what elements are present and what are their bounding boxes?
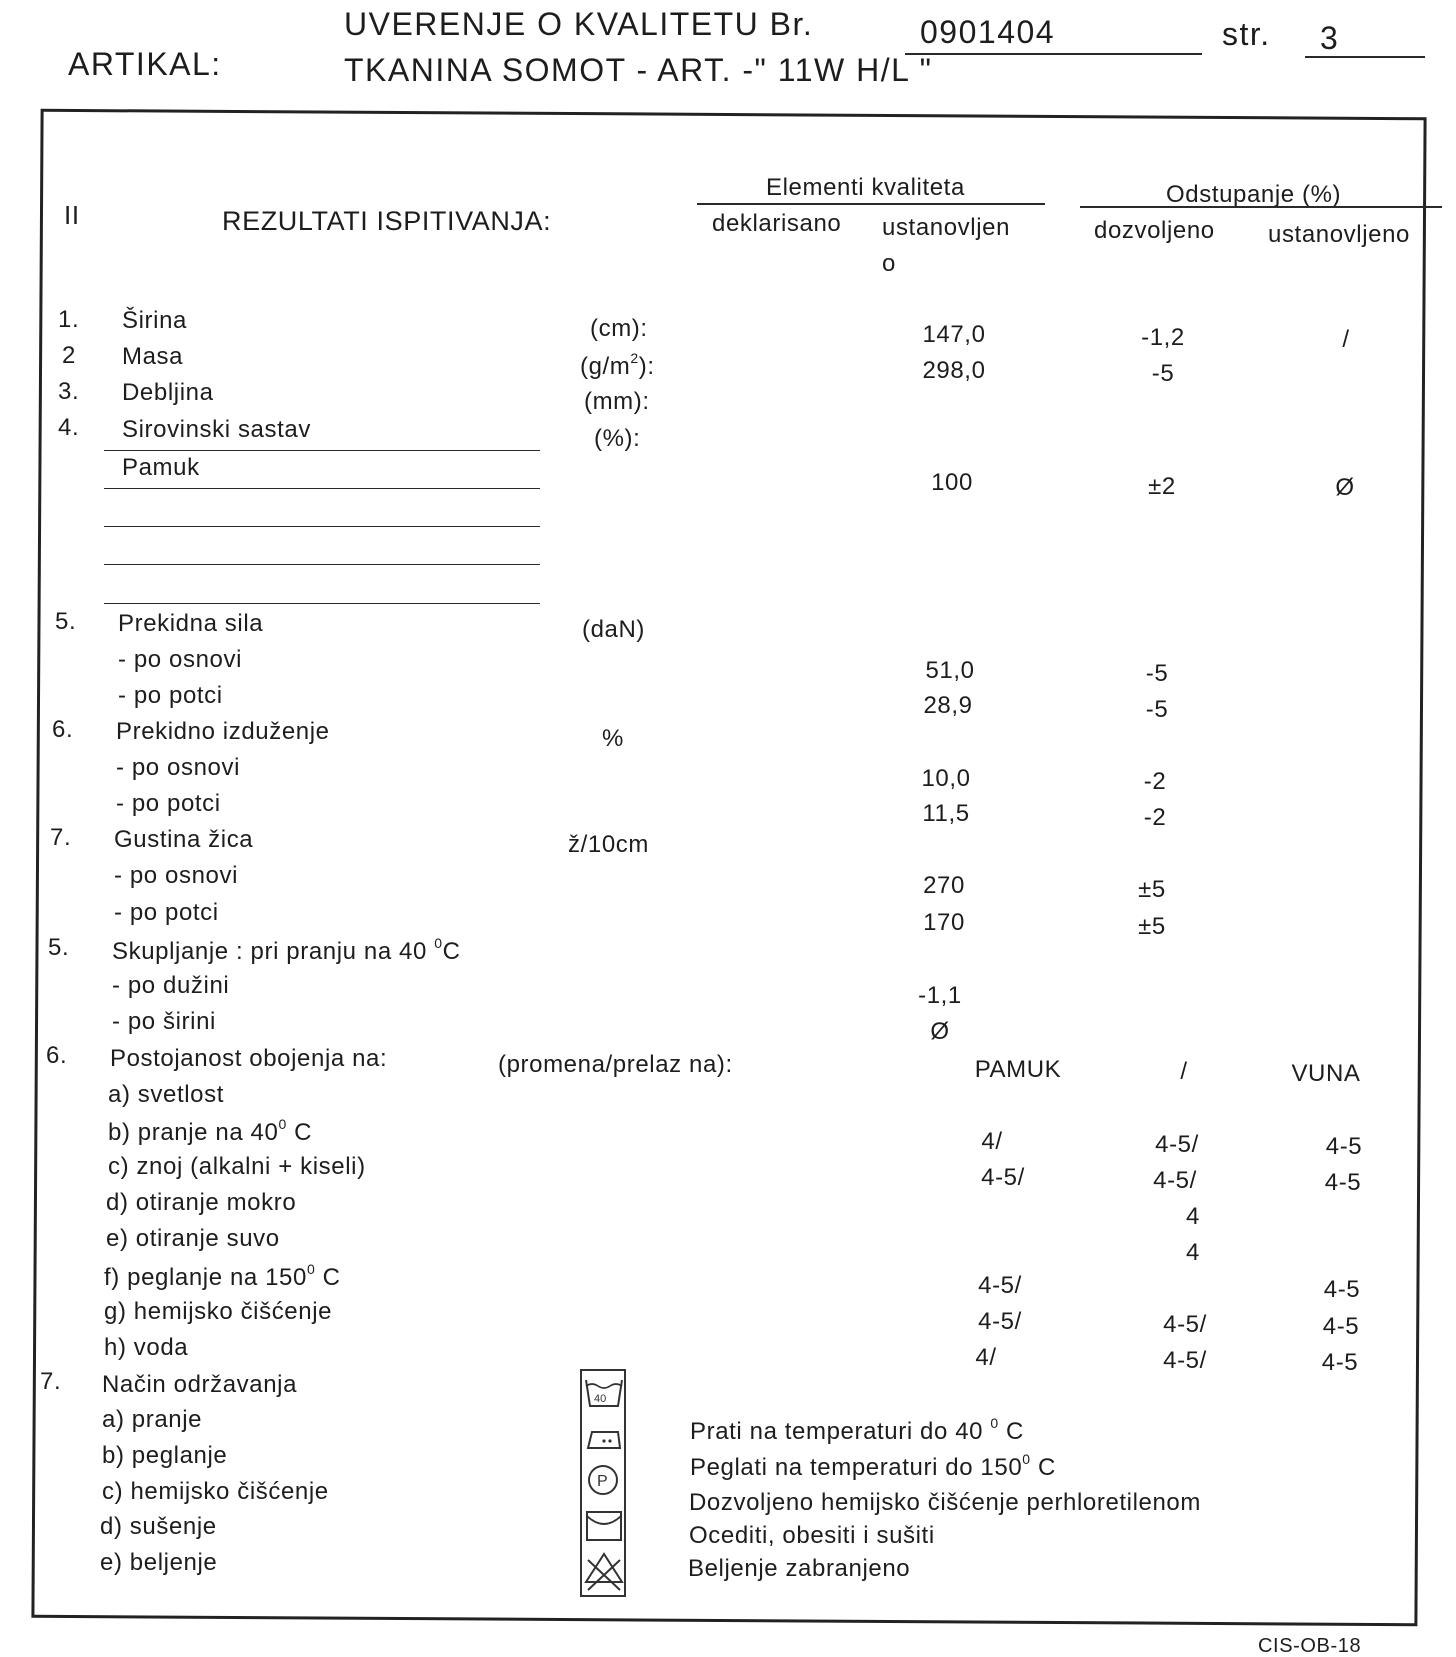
sub-row-label: - po osnovi bbox=[116, 754, 240, 781]
established-value: 298,0 bbox=[922, 357, 986, 384]
row-number: 1. bbox=[58, 306, 80, 333]
row-number: 7. bbox=[50, 824, 72, 851]
established-value: 170 bbox=[923, 909, 965, 936]
composition-line bbox=[104, 488, 540, 489]
sub-row-label: - po potci bbox=[118, 682, 223, 709]
allowed-deviation: -2 bbox=[1143, 768, 1167, 795]
fastness-item: c) znoj (alkalni + kiseli) bbox=[108, 1153, 366, 1180]
composition-line bbox=[104, 526, 540, 527]
row-unit: ž/10cm bbox=[568, 831, 649, 858]
established-column-header-wrap: o bbox=[882, 250, 896, 277]
row-unit: (promena/prelaz na): bbox=[498, 1051, 733, 1078]
established-value: Ø bbox=[930, 1018, 950, 1045]
established-column-header: ustanovljen bbox=[882, 214, 1011, 241]
fastness-value-mid: 4 bbox=[1186, 1239, 1200, 1266]
established-value: 10,0 bbox=[921, 765, 971, 792]
sub-row-label: - po potci bbox=[114, 899, 219, 926]
declared-column-header: deklarisano bbox=[712, 210, 842, 237]
care-item: a) pranje bbox=[102, 1406, 203, 1433]
no-bleach-icon bbox=[586, 1554, 622, 1590]
deviation-header: Odstupanje (%) bbox=[1166, 181, 1342, 208]
fastness-value-pamuk: 4-5/ bbox=[981, 1164, 1025, 1191]
page-number-line bbox=[1305, 56, 1425, 58]
fastness-value-vuna: 4-5 bbox=[1323, 1276, 1361, 1303]
row-label: Debljina bbox=[122, 379, 214, 406]
fastness-value-mid: 4-5/ bbox=[1163, 1311, 1207, 1338]
care-instruction: Dozvoljeno hemijsko čišćenje perhloretilenom bbox=[689, 1489, 1201, 1516]
fastness-value-mid: 4-5/ bbox=[1155, 1131, 1199, 1158]
fastness-value-vuna: 4-5 bbox=[1324, 1169, 1362, 1196]
row-number: 6. bbox=[46, 1042, 68, 1069]
composition-line bbox=[104, 564, 540, 565]
row-unit: (cm): bbox=[590, 315, 648, 342]
fastness-value-pamuk: 4-5/ bbox=[978, 1272, 1022, 1299]
row-unit: (daN) bbox=[582, 616, 646, 643]
fastness-column-vuna: VUNA bbox=[1291, 1060, 1361, 1087]
allowed-deviation: ±5 bbox=[1138, 913, 1166, 940]
fastness-value-vuna: 4-5 bbox=[1321, 1349, 1359, 1376]
row-number: 5. bbox=[48, 934, 70, 961]
fastness-item: b) pranje na $40^0$ C bbox=[108, 1116, 313, 1146]
fastness-item: a) svetlost bbox=[108, 1081, 224, 1108]
allowed-deviation: ±5 bbox=[1138, 876, 1166, 903]
care-instruction: Beljenje zabranjeno bbox=[688, 1555, 911, 1582]
row-label: Skupljanje : pri pranju na 40 $^0$C bbox=[112, 935, 461, 965]
fastness-item: d) otiranje mokro bbox=[106, 1189, 297, 1216]
composition-fiber: Pamuk bbox=[122, 454, 200, 481]
elements-header-line bbox=[697, 203, 1045, 205]
row-label: Postojanost obojenja na: bbox=[110, 1045, 388, 1072]
established-deviation: Ø bbox=[1335, 474, 1355, 501]
hang-dry-icon bbox=[587, 1512, 621, 1540]
row-label: Prekidno izduženje bbox=[116, 718, 330, 745]
svg-text:40: 40 bbox=[594, 1393, 607, 1405]
elements-header: Elementi kvaliteta bbox=[766, 174, 965, 201]
row-label: Gustina žica bbox=[114, 826, 254, 853]
sub-row-label: - po dužini bbox=[112, 972, 230, 999]
fastness-value-pamuk: 4/ bbox=[981, 1128, 1003, 1155]
fastness-column-pamuk: PAMUK bbox=[974, 1056, 1062, 1083]
results-frame bbox=[31, 109, 1426, 1626]
composition-line bbox=[104, 603, 540, 604]
established-value: 100 bbox=[931, 469, 973, 496]
svg-text:P: P bbox=[597, 1473, 608, 1490]
established-value: 147,0 bbox=[922, 321, 986, 348]
established-deviation-column-header: ustanovljeno bbox=[1268, 221, 1410, 248]
care-instruction: Ocediti, obesiti i sušiti bbox=[689, 1522, 935, 1549]
fastness-value-mid: 4-5/ bbox=[1153, 1167, 1197, 1194]
fastness-item: e) otiranje suvo bbox=[106, 1225, 280, 1252]
sub-row-label: - po osnovi bbox=[114, 862, 238, 889]
fastness-item: h) voda bbox=[104, 1334, 189, 1361]
care-item: d) sušenje bbox=[100, 1513, 217, 1540]
row-number: 2 bbox=[62, 342, 76, 369]
allowed-deviation: -5 bbox=[1145, 660, 1169, 687]
established-value: 270 bbox=[923, 872, 965, 899]
row-number: 3. bbox=[58, 378, 80, 405]
established-value: 11,5 bbox=[922, 800, 970, 827]
row-number: 4. bbox=[58, 414, 80, 441]
row-number: 7. bbox=[40, 1368, 62, 1395]
fastness-value-vuna: 4-5 bbox=[1325, 1133, 1363, 1160]
fastness-item: f) peglanje na $150^0$ C bbox=[104, 1261, 341, 1291]
certificate-number-line bbox=[905, 53, 1202, 55]
form-code: CIS-OB-18 bbox=[1258, 1635, 1362, 1657]
established-value: -1,1 bbox=[918, 982, 962, 1009]
fastness-value-pamuk: 4/ bbox=[975, 1344, 997, 1371]
row-label: Sirovinski sastav bbox=[122, 416, 311, 443]
care-item: b) peglanje bbox=[102, 1442, 228, 1469]
fastness-item: g) hemijsko čišćenje bbox=[104, 1298, 333, 1325]
iron-icon bbox=[588, 1432, 620, 1448]
section-number: II bbox=[64, 200, 80, 230]
fastness-value-mid: 4-5/ bbox=[1163, 1347, 1207, 1374]
allowed-deviation: -1,2 bbox=[1141, 324, 1185, 351]
row-number: 5. bbox=[55, 608, 77, 635]
row-label: Masa bbox=[122, 343, 184, 370]
document-title: UVERENJE O KVALITETU Br. bbox=[344, 6, 814, 42]
established-value: 28,9 bbox=[923, 692, 973, 719]
row-label: Širina bbox=[122, 307, 187, 334]
deviation-header-line bbox=[1080, 206, 1442, 208]
established-value: 51,0 bbox=[925, 657, 975, 684]
article-name: TKANINA SOMOT - ART. -" 11W H/L " bbox=[344, 52, 933, 88]
fastness-value-pamuk: 4-5/ bbox=[978, 1308, 1022, 1335]
row-label: Način održavanja bbox=[102, 1371, 298, 1398]
fastness-value-mid: 4 bbox=[1186, 1203, 1200, 1230]
allowed-deviation: -5 bbox=[1151, 360, 1175, 387]
row-unit: (%): bbox=[594, 425, 641, 452]
section-title: REZULTATI ISPITIVANJA: bbox=[222, 206, 552, 236]
row-unit: (mm): bbox=[584, 388, 650, 415]
care-instruction: Prati na temperaturi do 40 $^0$ C bbox=[690, 1415, 1024, 1445]
care-item: c) hemijsko čišćenje bbox=[102, 1478, 329, 1505]
row-unit: $(g/m^2)$: bbox=[580, 350, 655, 380]
row-number: 6. bbox=[52, 716, 74, 743]
page-number: 3 bbox=[1320, 20, 1340, 56]
allowed-deviation: -2 bbox=[1143, 804, 1167, 831]
established-deviation: / bbox=[1342, 326, 1350, 353]
care-item: e) beljenje bbox=[100, 1549, 218, 1576]
article-label: ARTIKAL: bbox=[68, 46, 222, 82]
composition-line bbox=[104, 450, 540, 451]
allowed-deviation: -5 bbox=[1145, 696, 1169, 723]
row-unit: % bbox=[602, 725, 624, 752]
sub-row-label: - po širini bbox=[112, 1008, 216, 1035]
allowed-column-header: dozvoljeno bbox=[1094, 217, 1215, 244]
row-label: Prekidna sila bbox=[118, 610, 264, 637]
dry-clean-p-icon bbox=[589, 1466, 617, 1494]
care-symbols-strip bbox=[578, 1368, 630, 1600]
fastness-value-vuna: 4-5 bbox=[1322, 1313, 1360, 1340]
sub-row-label: - po osnovi bbox=[118, 646, 242, 673]
fastness-column-separator: / bbox=[1180, 1058, 1188, 1085]
page-label: str. bbox=[1222, 16, 1271, 52]
allowed-deviation: ±2 bbox=[1148, 473, 1176, 500]
sub-row-label: - po potci bbox=[116, 790, 221, 817]
certificate-number: 0901404 bbox=[920, 14, 1056, 50]
care-instruction: Peglati na temperaturi do $150^0$ C bbox=[690, 1451, 1056, 1481]
wash-40-icon bbox=[586, 1380, 622, 1406]
